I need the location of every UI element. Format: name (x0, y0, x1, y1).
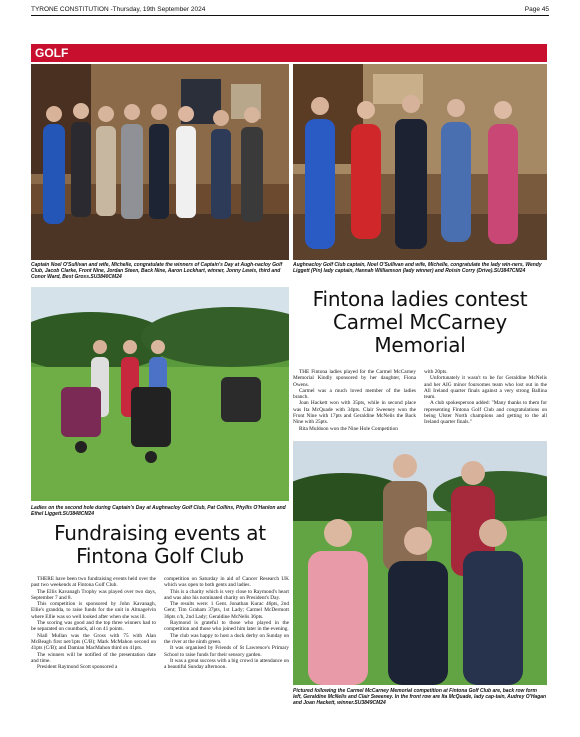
headline-fintona-ladies: Fintona ladies contest Carmel McCarney Memorial (312, 287, 528, 357)
paper-dateline: TYRONE CONSTITUTION -Thursday, 19th September 2024 (31, 5, 206, 13)
article2-column2 (164, 576, 289, 670)
headline-fundraising: Fundraising events at Fintona Golf Club (54, 521, 266, 568)
article2-paragraph: The club was happy to host a duck derby on Sunday on the river at the ninth green. (164, 632, 289, 645)
caption-photo4: Pictured following the Carmel McCarney Memorial competition at Fintona Golf Club are, back row form left, Geraldine McNelis and Clair Sweeney. In the front row are Ita McQuade, lady cap-tain, Audrey O'Hagan and Joan Hackett, winner.SU3849CM24 (293, 688, 547, 706)
article2-paragraph: The Ellis Kavanagh Trophy was played over two days, September 7 and 8. (31, 588, 156, 601)
caption-photo3: Ladies on the second hole during Captain's Day at Aughnacloy Golf Club, Pat Collins, Phyllis O'Hanlon and Ethel Liggett.SU3848CM24 (31, 505, 286, 517)
photo-ladies-second-hole (31, 287, 289, 501)
article1-paragraph: A club spokesperson added: "Many thanks to them for representing Fintona Golf Club and congratulations on being Ulster North champions and getting to the all Ireland quarter finals." (424, 400, 547, 426)
article2-paragraph: The results were: 1 Gent. Jonathan Kurac 46pts, 2nd Gent; Tim Graham 37pts, 1st Lady; Carmel McDermott 36pts c/b, 2nd Lady; Geraldine McNelis 36pts. (164, 601, 289, 620)
header-rule (31, 15, 549, 16)
article1-paragraph: Carmel was a much loved member of the ladies branch. (293, 387, 416, 401)
section-banner (31, 44, 547, 62)
photo-lady-winners (293, 64, 547, 260)
caption-photo1: Captain Noel O'Sullivan and wife, Michelle, congratulate the winners of Captain's Day at Augh-nacloy Golf Club, Jacob Clarke, Front Nine, Jordan Steen, Back Nine, Aaron Lockhart, winner, Jonny Lewis, third and Conor Ward, Best Gross.SU3840CM24 (31, 262, 283, 280)
article1-paragraph: Joan Hackett won with 35pts, while in second place was Ita McQuade with 34pts. Clair Sweeney won the Front Nine with 17pts and Geraldine McNelis the Back Nine with 25pts. (293, 400, 416, 426)
article2-paragraph: Raymond is grateful to those who played in the competition and those who joined him later in the evening. (164, 620, 289, 633)
article2-paragraph: The scoring was good and the top three winners had to be separated on countback, all on 41 points. (31, 620, 156, 633)
caption-photo2: Aughnacloy Golf Club captain, Noel O'Sullivan and wife, Michelle, congratulate the lady win-ners, Wendy Liggett (Pin) lady captain, Hannah Williamson (lady winner) and Roisin Corry (Drive).SU3847CM24 (293, 262, 542, 274)
article2-paragraph: President Raymond Scott sponsored a (37, 664, 118, 671)
article2-paragraph: It was organised by Friends of St Lawrence's Primary School to raise funds for their sensory garden. (164, 645, 289, 658)
article2-column1 (31, 576, 156, 670)
article1-paragraph: Unfortunately it wasn't to be for Geraldine McNelis and her AIG minor foursomes team who lost out in the All Ireland quarter finals against a very strong Ballina team. (424, 375, 547, 401)
article2-paragraph: THERE have been two fundraising events held over the past two weekends at Fintona Golf Club. (31, 576, 156, 589)
section-label: GOLF (35, 46, 69, 60)
article2-paragraph: It was a great success with a big crowd in attendance on a beautiful Sunday afternoon. (164, 657, 289, 671)
article2-paragraph: The winners will be notified of the presentation date and time. (31, 651, 156, 664)
article2-paragraph: Niall Mullan was the Gross with 75 with Alan McBeagh first net/1pts (C/B); Mark McMahon second on 41pts (C/B); and Damian MacMahon third on 41pts. (31, 632, 156, 652)
article2-paragraph: This competition is sponsored by John Kavanagh, Ellie's grandda, to raise funds for the unit in Altnagelvin where Ellie was so well looked after when she was ill. (31, 601, 156, 620)
photo-captains-day-winners (31, 64, 289, 260)
article1-paragraph: Rita Muldoon won the Nine Hole Competition (299, 425, 398, 432)
article2-paragraph: competition on Saturday in aid of Cancer Research UK which was open to both gents and ladies. (164, 576, 289, 589)
article1-column1 (293, 369, 416, 432)
photo-carmel-mccarney-group (293, 441, 547, 685)
article1-paragraph: with 20pts. (424, 369, 448, 375)
article1-paragraph: THE Fintona ladies played for the Carmel McCarney Memorial Kindly sponsored by her daughter, Fiona Owens. (293, 369, 416, 388)
article2-paragraph: This is a charity which is very close to Raymond's heart and was also his nominated charity on President's Day. (164, 588, 289, 601)
page-number: Page 45 (524, 5, 549, 13)
article1-column2 (424, 369, 547, 426)
page-header (31, 4, 549, 14)
